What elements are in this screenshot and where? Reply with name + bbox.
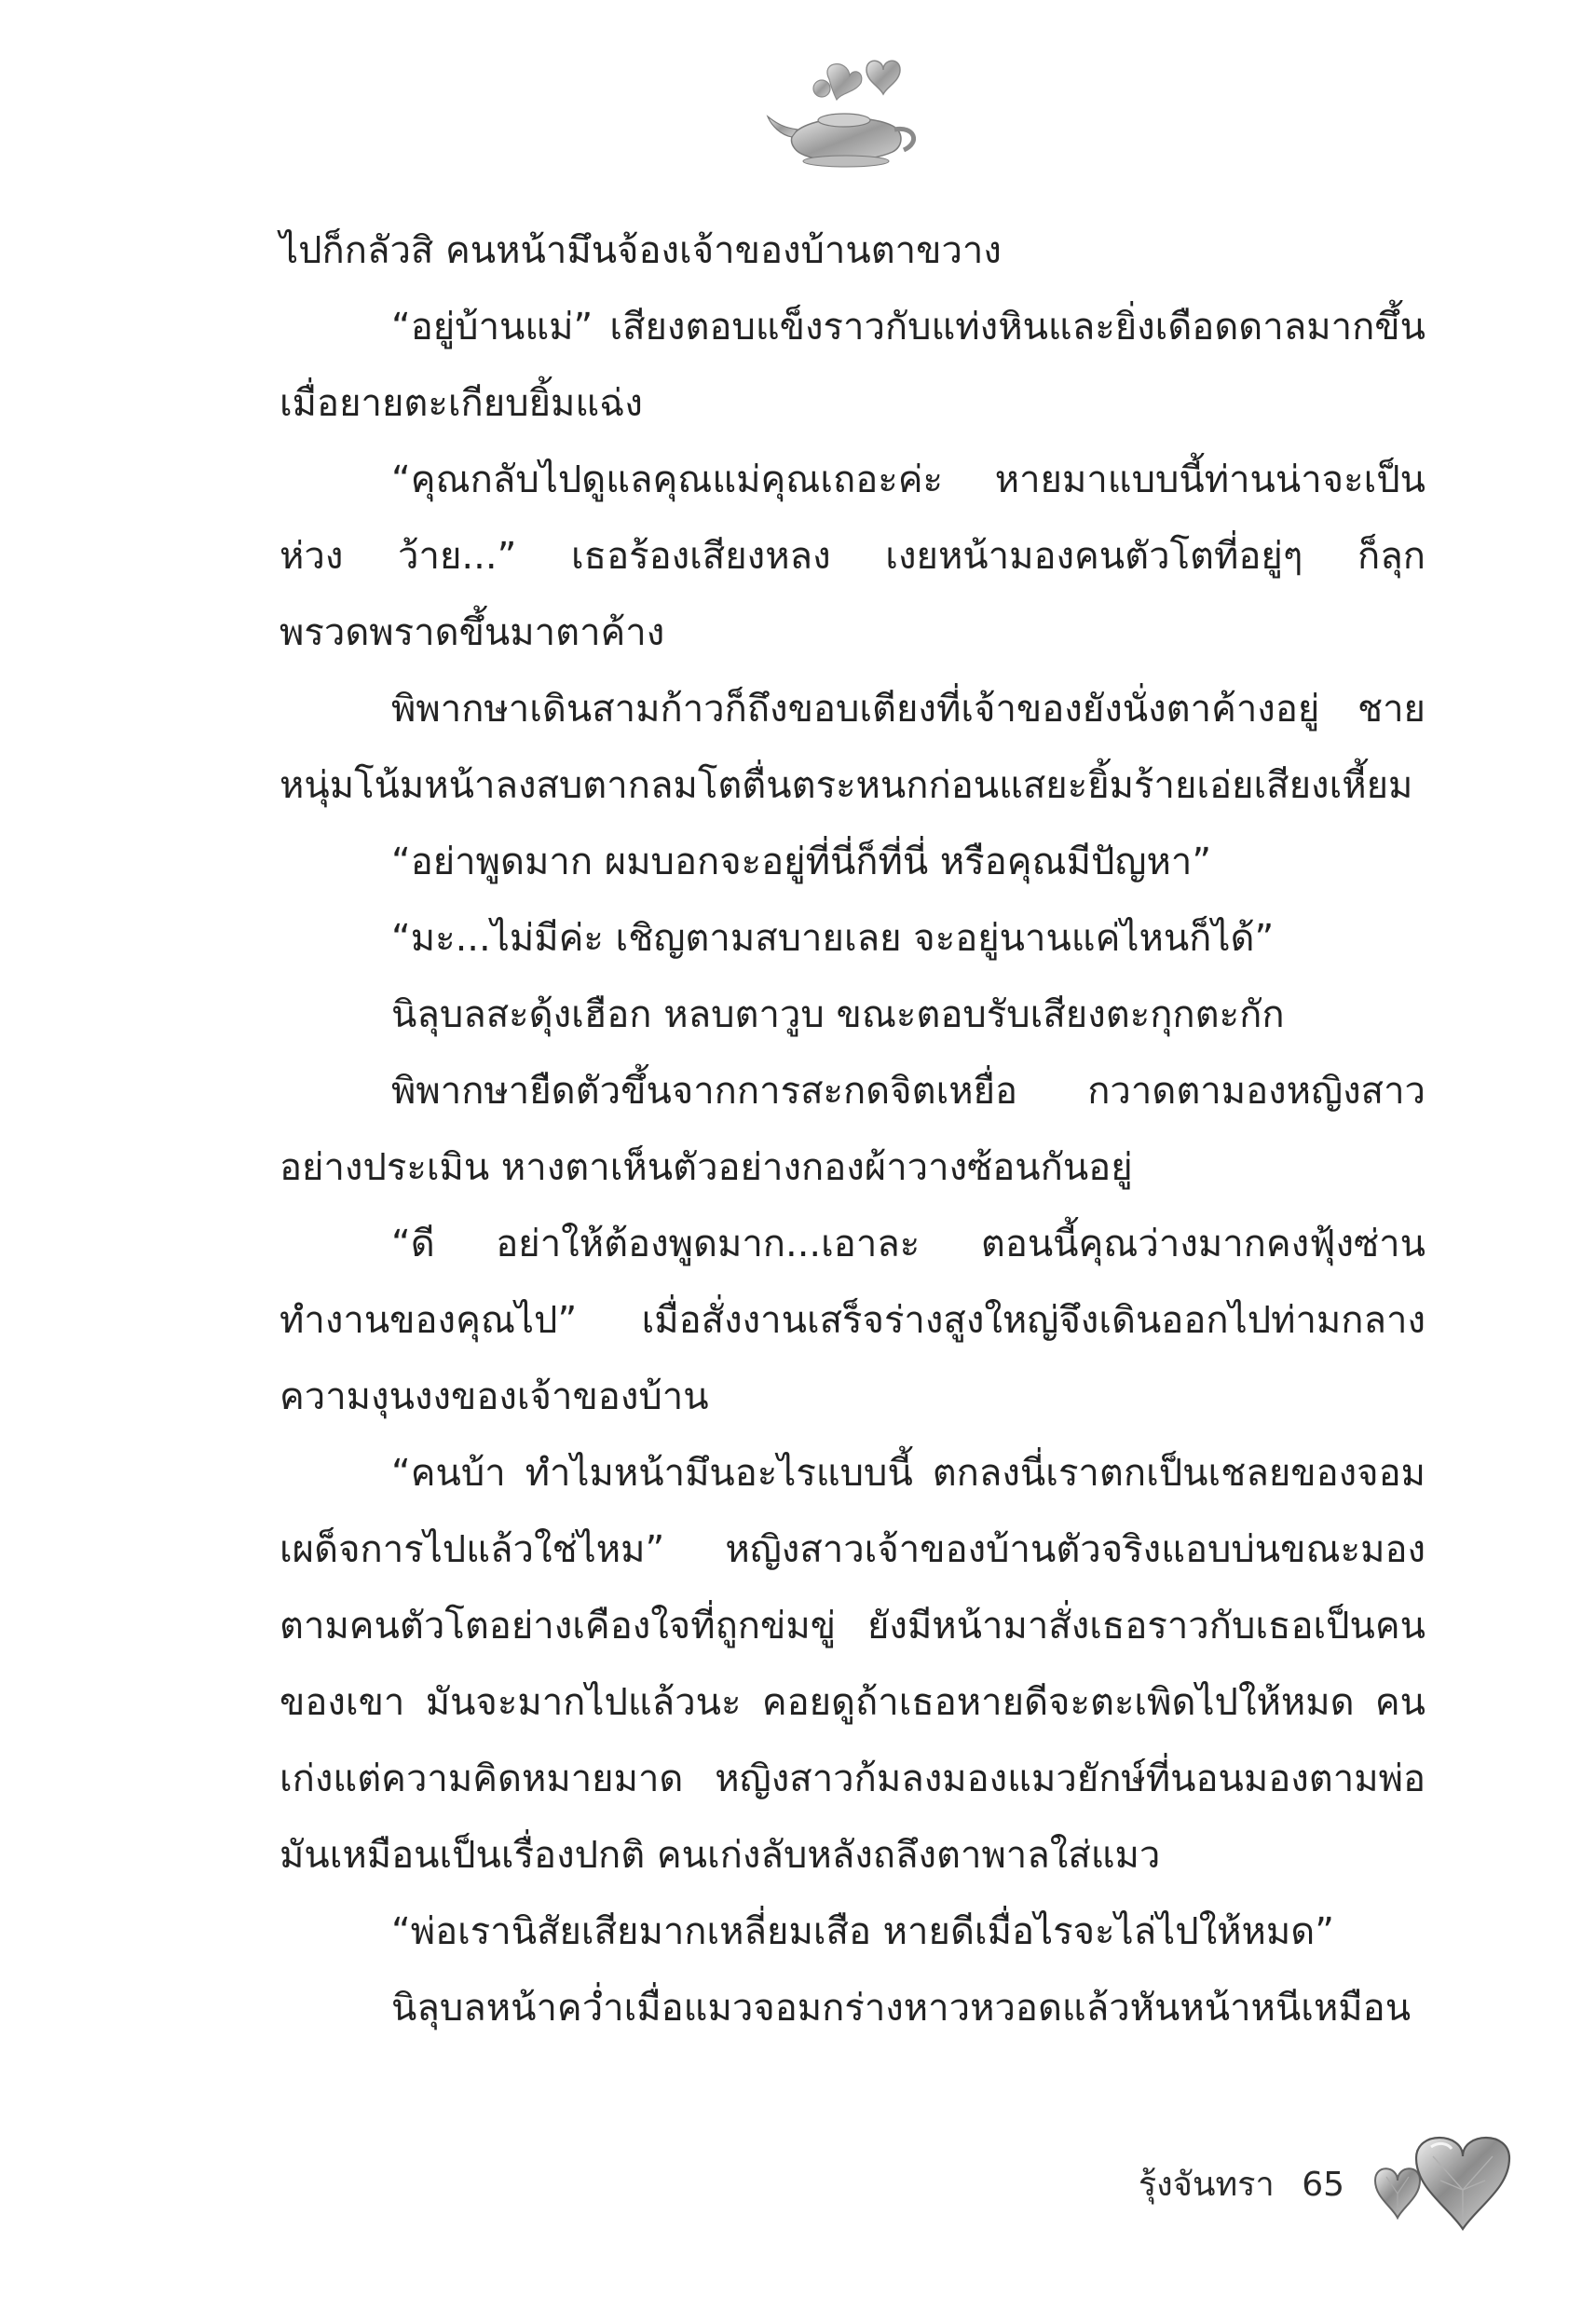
paragraph: พิพากษายืดตัวขึ้นจากการสะกดจิตเหยื่อ กวาดตามองหญิงสาวอย่างประเมิน หางตาเห็นตัวอย่างกองผ้าวางซ้อนกันอยู่ <box>280 1070 1425 1189</box>
paragraph: “ดี อย่าให้ต้องพูดมาก...เอาละ ตอนนี้คุณว่างมากคงฟุ้งซ่าน ทำงานของคุณไป” เมื่อสั่งงานเสร็จร่างสูงใหญ่จึงเดินออกไปท่ามกลางความงุนงงของเจ้าของบ้าน <box>280 1223 1425 1418</box>
teapot-cupid-ornament-icon <box>764 51 932 172</box>
page-number: 65 <box>1302 2166 1344 2204</box>
crystal-hearts-icon <box>1360 2115 1528 2246</box>
book-title: รุ้งจันทรา <box>1138 2166 1275 2204</box>
paragraph: “คนบ้า ทำไมหน้ามึนอะไรแบบนี้ ตกลงนี่เราตกเป็นเชลยของจอมเผด็จการไปแล้วใช่ไหม” หญิงสาวเจ้าของบ้านตัวจริงแอบบ่นขณะมองตามคนตัวโตอย่างเคืองใจที่ถูกข่มขู่ ยังมีหน้ามาสั่งเธอราวกับเธอเป็นคนของเขา มันจะมากไปแล้วนะ คอยดูถ้าเธอหายดีจะตะเพิดไปให้หมด คนเก่งแต่ความคิดหมายมาด หญิงสาวก้มลงมองแมวยักษ์ที่นอนมองตามพ่อมันเหมือนเป็นเรื่องปกติ คนเก่งลับหลังถลึงตาพาลใส่แมว <box>280 1452 1425 1877</box>
paragraph: ไปก็กลัวสิ คนหน้ามึนจ้องเจ้าของบ้านตาขวาง <box>280 229 1002 272</box>
paragraph: พิพากษาเดินสามก้าวก็ถึงขอบเตียงที่เจ้าของยังนั่งตาค้างอยู่ ชายหนุ่มโน้มหน้าลงสบตากลมโตตื่นตระหนกก่อนแสยะยิ้มร้ายเอ่ยเสียงเหี้ยม <box>280 688 1425 807</box>
page-footer <box>1139 2162 1344 2208</box>
paragraph: “อยู่บ้านแม่” เสียงตอบแข็งราวกับแท่งหินและยิ่งเดือดดาลมากขึ้นเมื่อยายตะเกียบยิ้มแฉ่ง <box>280 306 1425 425</box>
paragraph: “คุณกลับไปดูแลคุณแม่คุณเถอะค่ะ หายมาแบบนี้ท่านน่าจะเป็นห่วง ว้าย...” เธอร้องเสียงหลง เงยหน้ามองคนตัวโตที่อยู่ๆ ก็ลุกพรวดพราดขึ้นมาตาค้าง <box>280 458 1425 654</box>
paragraph: นิลุบลหน้าคว่ำเมื่อแมวจอมกร่างหาวหวอดแล้วหันหน้าหนีเหมือน <box>391 1987 1412 2030</box>
chapter-body-text <box>280 212 1425 2046</box>
paragraph: นิลุบลสะดุ้งเฮือก หลบตาวูบ ขณะตอบรับเสียงตะกุกตะกัก <box>391 993 1285 1036</box>
paragraph: “พ่อเรานิสัยเสียมากเหลี่ยมเสือ หายดีเมื่อไรจะไล่ไปให้หมด” <box>391 1910 1334 1953</box>
paragraph: “มะ...ไม่มีค่ะ เชิญตามสบายเลย จะอยู่นานแค่ไหนก็ได้” <box>391 917 1275 960</box>
paragraph: “อย่าพูดมาก ผมบอกจะอยู่ที่นี่ก็ที่นี่ หรือคุณมีปัญหา” <box>391 841 1212 883</box>
